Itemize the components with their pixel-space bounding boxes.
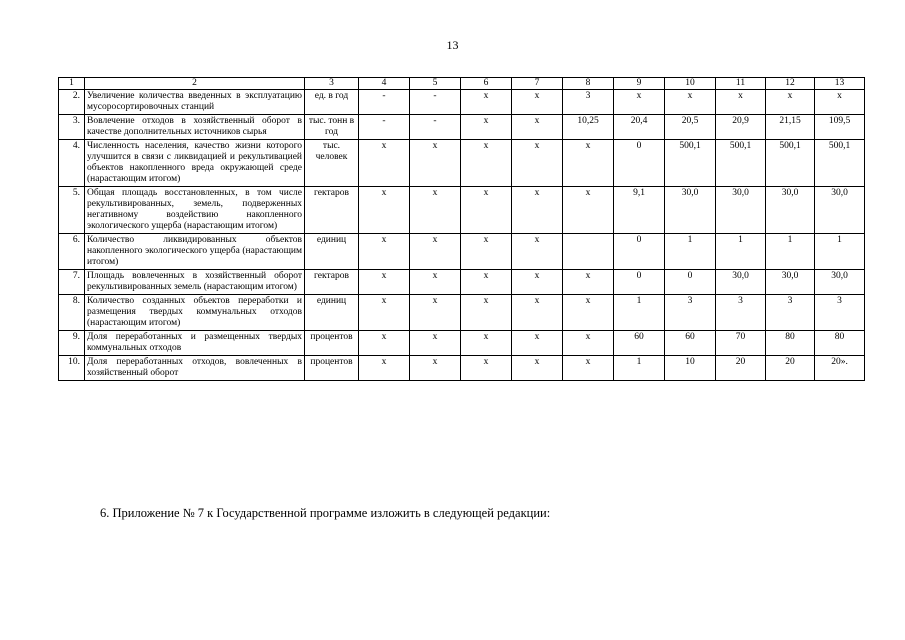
value-cell: 0 [614,270,665,295]
value-cell: x [512,270,563,295]
value-cell: 109,5 [815,115,865,140]
value-cell: x [461,295,512,331]
value-cell: 80 [815,331,865,356]
value-cell: 1 [766,234,815,270]
value-cell: 21,15 [766,115,815,140]
header-cell: 10 [665,78,716,90]
unit-cell: тыс. человек [305,140,359,187]
value-cell: x [512,140,563,187]
value-cell: x [512,356,563,381]
row-number: 3. [59,115,85,140]
value-cell: 3 [815,295,865,331]
header-cell: 8 [563,78,614,90]
value-cell: x [766,90,815,115]
value-cell: x [461,356,512,381]
header-cell: 7 [512,78,563,90]
table-row [59,295,865,331]
table-header-row [59,78,865,90]
value-cell: x [410,356,461,381]
value-cell: x [665,90,716,115]
value-cell: 60 [614,331,665,356]
value-cell: 20,4 [614,115,665,140]
value-cell: x [359,295,410,331]
value-cell: 70 [716,331,766,356]
value-cell: 500,1 [815,140,865,187]
value-cell: x [359,270,410,295]
indicator-name: Доля переработанных отходов, вовлеченных в хозяйственный оборот [85,356,305,381]
value-cell: - [359,115,410,140]
row-number: 4. [59,140,85,187]
table-row [59,187,865,234]
unit-cell: процентов [305,331,359,356]
header-cell: 9 [614,78,665,90]
header-cell: 12 [766,78,815,90]
value-cell: x [461,270,512,295]
value-cell: x [410,140,461,187]
value-cell: x [512,331,563,356]
value-cell: 500,1 [716,140,766,187]
indicator-name: Вовлечение отходов в хозяйственный оборот в качестве дополнительных источников сырья [85,115,305,140]
value-cell: 80 [766,331,815,356]
value-cell: x [461,234,512,270]
indicator-name: Общая площадь восстановленных, в том числе рекультивированных, земель, подверженных негативному воздействию накопленного экологического ущерба (нарастающим итогом) [85,187,305,234]
value-cell: x [512,115,563,140]
value-cell: x [461,331,512,356]
value-cell: - [410,115,461,140]
unit-cell: гектаров [305,187,359,234]
value-cell: 30,0 [766,187,815,234]
value-cell: x [359,356,410,381]
value-cell: x [359,234,410,270]
value-cell: 30,0 [716,270,766,295]
header-cell: 13 [815,78,865,90]
value-cell: 1 [614,295,665,331]
value-cell: x [512,295,563,331]
header-cell: 6 [461,78,512,90]
indicators-table [58,77,865,381]
value-cell: x [563,331,614,356]
row-number: 2. [59,90,85,115]
header-cell: 11 [716,78,766,90]
value-cell: x [359,140,410,187]
unit-cell: ед. в год [305,90,359,115]
table-row [59,356,865,381]
value-cell: 30,0 [716,187,766,234]
value-cell: 1 [665,234,716,270]
row-number: 7. [59,270,85,295]
value-cell: 1 [815,234,865,270]
indicator-name: Количество созданных объектов переработки и размещения твердых коммунальных отходов (нарастающим итогом) [85,295,305,331]
table-row [59,270,865,295]
table-row [59,90,865,115]
value-cell: x [815,90,865,115]
indicator-name: Доля переработанных и размещенных твердых коммунальных отходов [85,331,305,356]
row-number: 9. [59,331,85,356]
unit-cell: тыс. тонн в год [305,115,359,140]
value-cell: 30,0 [815,270,865,295]
value-cell: 3 [665,295,716,331]
table-row [59,234,865,270]
value-cell: x [359,331,410,356]
value-cell: - [359,90,410,115]
table-row [59,115,865,140]
value-cell: 1 [716,234,766,270]
indicator-name: Увеличение количества введенных в эксплуатацию мусоросортировочных станций [85,90,305,115]
value-cell: 20 [766,356,815,381]
unit-cell: процентов [305,356,359,381]
value-cell: 0 [614,234,665,270]
value-cell: x [359,187,410,234]
value-cell: x [410,295,461,331]
value-cell: 20 [716,356,766,381]
value-cell: x [512,90,563,115]
value-cell: x [716,90,766,115]
value-cell: 60 [665,331,716,356]
value-cell: 30,0 [815,187,865,234]
indicator-name: Количество ликвидированных объектов накопленного экологического ущерба (нарастающим итогом) [85,234,305,270]
value-cell: 9,1 [614,187,665,234]
value-cell: x [410,187,461,234]
value-cell: x [563,295,614,331]
header-cell: 2 [85,78,305,90]
value-cell: x [614,90,665,115]
table-row [59,140,865,187]
value-cell: x [410,270,461,295]
table-row [59,331,865,356]
value-cell: x [563,140,614,187]
footer-paragraph: 6. Приложение № 7 к Государственной программе изложить в следующей редакции: [100,506,551,520]
value-cell: 3 [563,90,614,115]
value-cell: x [461,115,512,140]
value-cell: x [461,90,512,115]
value-cell: 3 [716,295,766,331]
value-cell: x [410,234,461,270]
value-cell: x [461,140,512,187]
value-cell: 3 [766,295,815,331]
unit-cell: гектаров [305,270,359,295]
indicator-name: Площадь вовлеченных в хозяйственный оборот рекультивированных земель (нарастающим итогом) [85,270,305,295]
value-cell: x [563,187,614,234]
value-cell: 0 [614,140,665,187]
value-cell: 10 [665,356,716,381]
value-cell: x [563,270,614,295]
row-number: 6. [59,234,85,270]
value-cell: 500,1 [665,140,716,187]
value-cell: 500,1 [766,140,815,187]
indicator-name: Численность населения, качество жизни которого улучшится в связи с ликвидацией и рекультивацией объектов накопленного вреда окружающей среде (нарастающим итогом) [85,140,305,187]
unit-cell: единиц [305,234,359,270]
value-cell: x [410,331,461,356]
page-number: 13 [446,38,459,52]
row-number: 8. [59,295,85,331]
row-number: 5. [59,187,85,234]
value-cell: 0 [665,270,716,295]
value-cell: 30,0 [766,270,815,295]
value-cell: x [461,187,512,234]
header-cell: 3 [305,78,359,90]
header-cell: 1 [59,78,85,90]
value-cell: 20,9 [716,115,766,140]
value-cell: 10,25 [563,115,614,140]
value-cell: 20,5 [665,115,716,140]
value-cell: x [512,187,563,234]
row-number: 10. [59,356,85,381]
value-cell: x [563,356,614,381]
value-cell: - [410,90,461,115]
value-cell: 30,0 [665,187,716,234]
header-cell: 4 [359,78,410,90]
header-cell: 5 [410,78,461,90]
value-cell: x [512,234,563,270]
value-cell [563,234,614,270]
unit-cell: единиц [305,295,359,331]
value-cell: 1 [614,356,665,381]
value-cell: 20». [815,356,865,381]
